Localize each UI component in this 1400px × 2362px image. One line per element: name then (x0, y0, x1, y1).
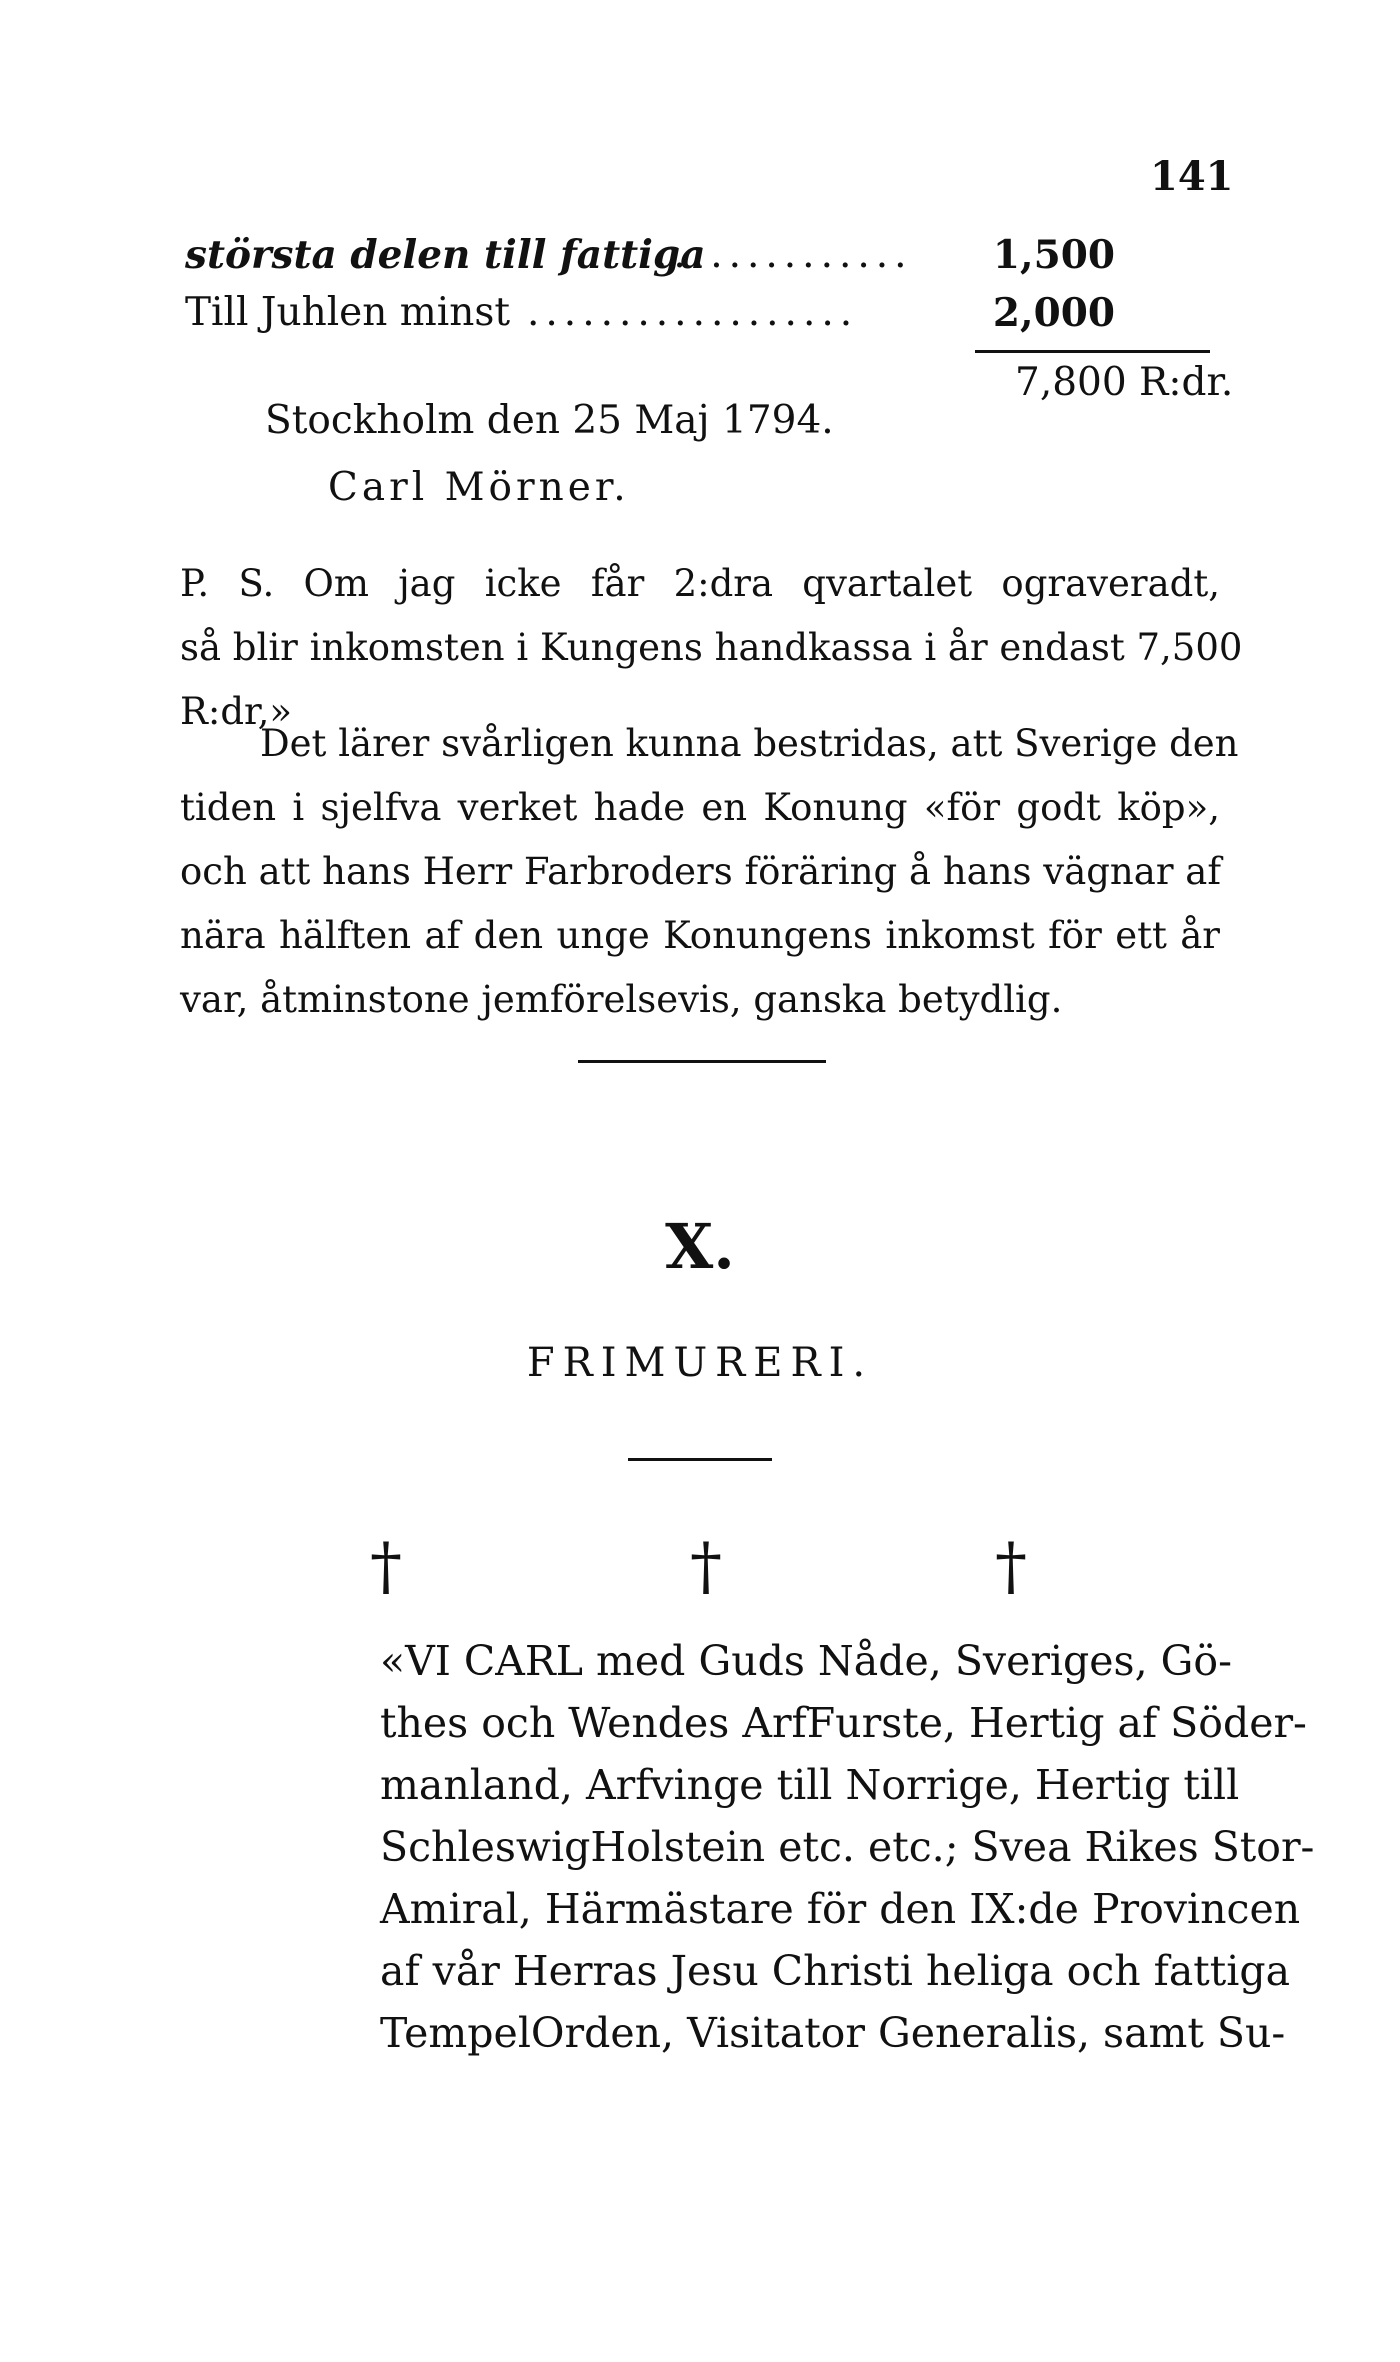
text-line: var, åtminstone jemförelsevis, ganska betydlig. (180, 978, 1063, 1021)
commentary-paragraph (180, 712, 1239, 1032)
leader-dots: .............. (655, 232, 913, 277)
text-line: nära hälften af den unge Konungens inkomst för ett år (180, 914, 1220, 957)
page-number: 141 (1150, 153, 1234, 200)
text-line: P. S. Om jag icke får 2:dra qvartalet ograveradt, (180, 562, 1220, 605)
divider-rule (578, 1060, 826, 1063)
sum-rule (975, 350, 1210, 353)
place-date: Stockholm den 25 Maj 1794. (265, 398, 834, 443)
text-line: «VI CARL med Guds Nåde, Sveriges, Gö- (380, 1637, 1232, 1685)
ledger-description: största delen till fattiga (185, 232, 706, 278)
text-line: af vår Herras Jesu Christi heliga och fattiga (380, 1947, 1291, 1995)
cross-ornaments (370, 1530, 1070, 1610)
section-title: FRIMURERI. (526, 1340, 874, 1386)
text-line: tiden i sjelfva verket hade en Konung «för godt köp», (180, 786, 1220, 829)
text-line: manland, Arfvinge till Norrige, Hertig till (380, 1761, 1240, 1809)
cross-icon: † (370, 1530, 402, 1604)
ledger-row (185, 290, 1145, 340)
text-line: Amiral, Härmästare för den IX:de Provincen (380, 1885, 1301, 1933)
text-line: Det lärer svårligen kunna bestridas, att Sverige den (260, 722, 1239, 765)
leader-dots: .................. (527, 290, 859, 335)
text-line: och att hans Herr Farbroders föräring å hans vägnar af (180, 850, 1222, 893)
cross-icon: † (995, 1530, 1027, 1604)
signature: Carl Mörner. (328, 465, 630, 510)
divider-rule (628, 1458, 772, 1461)
text-line: TempelOrden, Visitator Generalis, samt Su- (380, 2009, 1286, 2057)
text-line: thes och Wendes ArfFurste, Hertig af Söder- (380, 1699, 1307, 1747)
ledger-total: 7,800 R:dr. (1015, 360, 1234, 405)
text-line: SchleswigHolstein etc. etc.; Svea Rikes Stor- (380, 1823, 1315, 1871)
cross-icon: † (690, 1530, 722, 1604)
text-line: R:dr,» (180, 690, 293, 733)
ledger-description: Till Juhlen minst (185, 290, 511, 335)
chapter-number: X. (665, 1210, 735, 1283)
text-line: så blir inkomsten i Kungens handkassa i år endast 7,500 (180, 626, 1243, 669)
ledger-amount: 2,000 (992, 290, 1115, 336)
ledger-amount: 1,500 (992, 232, 1115, 278)
decree-quote (380, 1630, 1315, 2064)
ledger-row (185, 232, 1145, 282)
